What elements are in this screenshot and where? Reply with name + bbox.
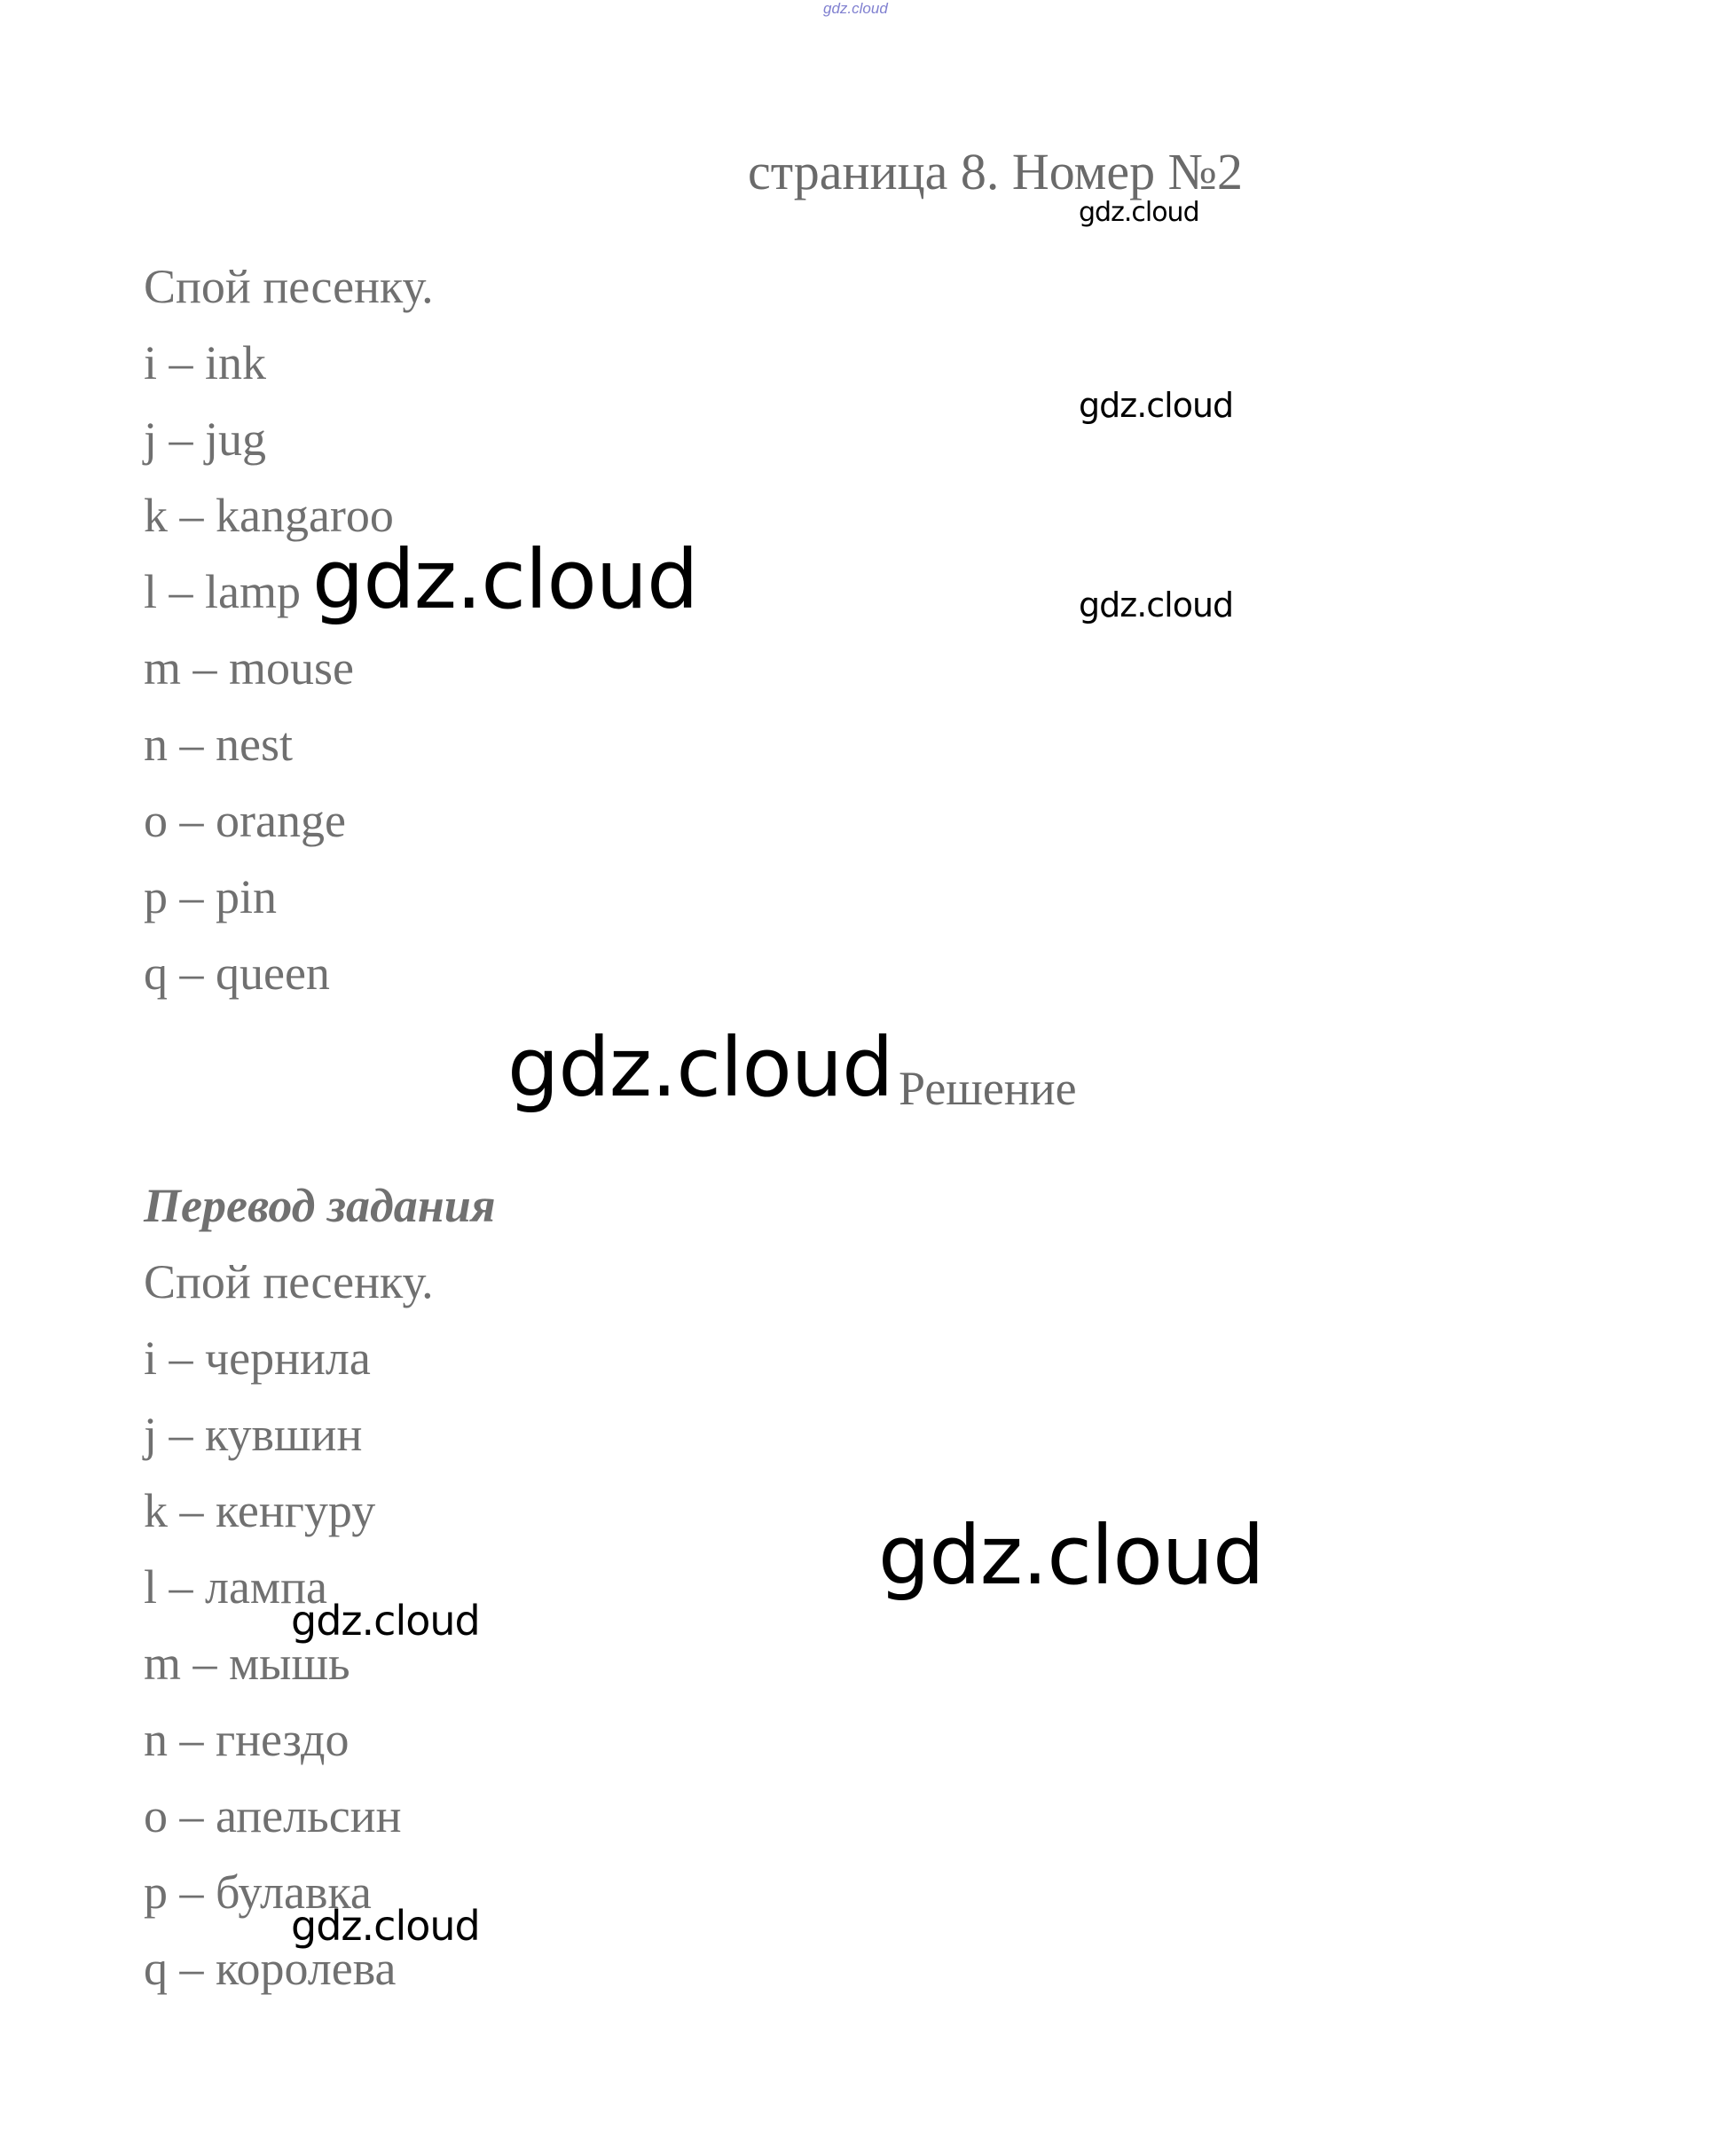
page-title: страница 8. Номер №2 (748, 143, 1243, 200)
translation-line-o: o – апельсин (144, 1789, 402, 1842)
task-line-j: j – jug (144, 412, 267, 466)
watermark-large: gdz.cloud (507, 1020, 893, 1115)
task-line-q: q – queen (144, 946, 330, 1000)
task-line-i: i – ink (144, 336, 267, 389)
task-line-k: k – kangaroo (144, 489, 394, 542)
header-watermark: gdz.cloud (823, 0, 888, 17)
task-line-n: n – nest (144, 718, 293, 771)
watermark-medium: gdz.cloud (1079, 585, 1234, 624)
translation-instruction: Спой песенку. (144, 1255, 434, 1308)
translation-line-i: i – чернила (144, 1331, 371, 1385)
translation-line-m: m – мышь (144, 1637, 350, 1690)
watermark-medium: gdz.cloud (291, 1597, 480, 1645)
watermark-medium: gdz.cloud (291, 1902, 480, 1950)
translation-heading: Перевод задания (144, 1179, 496, 1232)
task-line-m: m – mouse (144, 641, 354, 695)
watermark-small: gdz.cloud (1079, 197, 1199, 228)
task-instruction: Спой песенку. (144, 260, 434, 313)
watermark-large: gdz.cloud (312, 532, 698, 627)
watermark-medium: gdz.cloud (1079, 386, 1234, 425)
task-line-o: o – orange (144, 794, 346, 847)
task-line-p: p – pin (144, 870, 278, 923)
task-line-l: l – lamp (144, 565, 301, 618)
translation-line-k: k – кенгуру (144, 1484, 376, 1537)
solution-label: Решение (899, 1062, 1077, 1115)
translation-line-n: n – гнездо (144, 1713, 350, 1766)
translation-line-j: j – кувшин (144, 1408, 363, 1461)
translation-line-q: q – королева (144, 1942, 397, 1995)
translation-line-p: p – булавка (144, 1865, 372, 1919)
translation-line-l: l – лампа (144, 1560, 327, 1614)
watermark-large: gdz.cloud (878, 1508, 1264, 1603)
